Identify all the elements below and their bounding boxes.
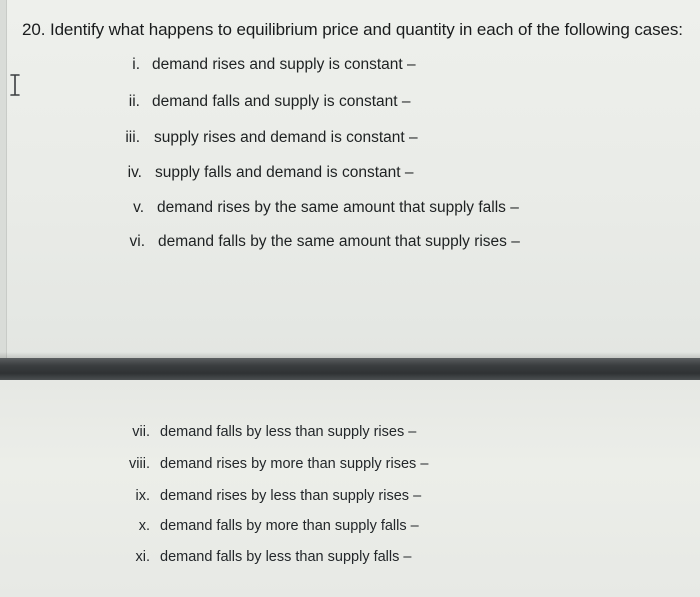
list-item-text: demand falls by more than supply falls – [160,518,419,534]
list-item-text: demand falls by less than supply falls – [160,549,412,565]
list-item-number: xi. [135,549,150,565]
list-item-text: demand rises and supply is constant – [152,56,416,73]
list-item-number: v. [133,199,144,216]
list-item-number: iv. [127,164,142,181]
text-cursor-icon [8,74,22,96]
list-item-number: vii. [132,424,150,440]
list-item-number: vi. [129,233,145,250]
list-item-text: demand rises by less than supply rises – [160,488,422,504]
list-item-number: i. [132,56,140,73]
list-item-number: iii. [125,129,140,146]
list-item-text: demand falls by the same amount that supply rises – [158,233,520,250]
list-item-text: demand rises by more than supply rises – [160,456,429,472]
list-item-text: demand falls by less than supply rises – [160,424,417,440]
list-item-number: ii. [128,93,140,110]
list-item-number: viii. [129,456,150,472]
list-item-text: supply rises and demand is constant – [154,129,418,146]
list-item-number: ix. [135,488,150,504]
question-heading: 20. Identify what happens to equilibrium price and quantity in each of the following cases: [22,20,683,39]
page-divider [0,358,700,380]
list-item-text: demand falls and supply is constant – [152,93,411,110]
list-item-text: supply falls and demand is constant – [155,164,414,181]
list-item-text: demand rises by the same amount that supply falls – [157,199,519,216]
list-item-number: x. [138,518,150,534]
